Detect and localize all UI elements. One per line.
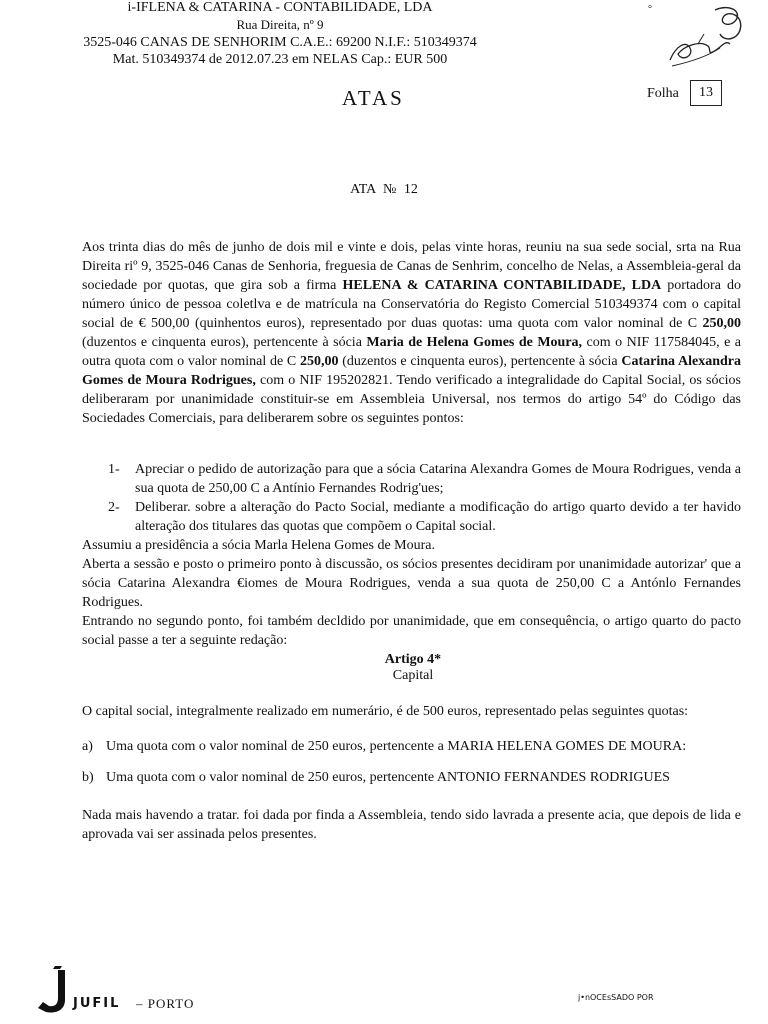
- quota-label: a): [82, 739, 93, 754]
- company-name: i-IFLENA & CATARINA - CONTABILIDADE, LDA: [127, 0, 433, 15]
- quota-text: Uma quota com o valor nominal de 250 euros, pertencente a MARIA HELENA GOMES DE MOURA:: [106, 739, 687, 754]
- signature-icon: [660, 4, 755, 70]
- intro-text: Aos trinta dias do mês de junho de dois mil e vinte e dois, pelas vinte horas, reuniu na sua sede social, srta na Rua Direita riº 9, 3525-046 Canas de Senhoria, freguesia de Canas de Senhrim, concelho de Nelas, a Assembleia-geral da sociedade por quotas, que gira sob a firma: [82, 240, 741, 293]
- agenda-number: 1-: [108, 462, 120, 477]
- company-address: Rua Direita, nº 9: [236, 17, 324, 32]
- intro-text: (duzentos e cinquenta euros), pertencente à sócia: [82, 335, 367, 350]
- quota-label: b): [82, 770, 94, 785]
- agenda-number: 2-: [108, 500, 120, 515]
- intro-paragraph: [82, 238, 741, 428]
- partner-name: Catarina Alexandra Gomes de Moura Rodrigues,: [82, 354, 741, 388]
- corner-mark: °: [648, 4, 652, 15]
- quota-text: Uma quota com o valor nominal de 250 euros, pertencente ANTONIO FERNANDES RODRIGUES: [106, 770, 670, 785]
- agenda-item: [108, 460, 741, 498]
- agenda-item: [108, 498, 741, 536]
- intro-text: com o NIF 117584045, e a outra quota com o valor nominal de C: [82, 335, 741, 369]
- capital-paragraph: O capital social, integralmente realizado em numerário, é de 500 euros, representado pelas seguintes quotas:: [82, 704, 689, 719]
- agenda-text: Deliberar. sobre a alteração do Pacto Social, mediante a modificação do artigo quarto devido a ter havido alteração dos titulares das quotas que compõem o Capital social.: [135, 500, 741, 534]
- quota-value: 250,00: [702, 316, 741, 331]
- intro-text: (duzentos e cinquenta euros), pertencente à sócia: [338, 354, 622, 369]
- folha-label: Folha: [647, 86, 679, 101]
- footer-processed: j•nOCEsSADO POR: [578, 993, 654, 1002]
- company-location: 3525-046 CANAS DE SENHORIM C.A.E.: 69200 N.I.F.: 510349374: [83, 35, 477, 50]
- jufil-logo-icon: [34, 966, 70, 1016]
- quota-item: [82, 769, 741, 786]
- ata-number: ATA № 12: [350, 182, 418, 197]
- agenda-text: Apreciar o pedido de autorização para que a sócia Catarina Alexandra Gomes de Moura Rodrigues, venda a sua quota de 250,00 C a Antínio Fernandes Rodrig'ues;: [135, 462, 741, 496]
- presidencia-paragraph: Assumiu a presidência a sócia Marla Helena Gomes de Moura.: [82, 538, 435, 553]
- closing-paragraph: Nada mais havendo a tratar. foi dada por finda a Assembleia, tendo sido lavrada a presente acia, que depois de lida e aprovada vai ser assinada pelos presentes.: [82, 808, 741, 842]
- company-firm: HELENA & CATARINA CONTABILIDADE, LDA: [342, 278, 662, 293]
- book-title: ATAS: [342, 86, 405, 110]
- article-subtitle: Capital: [392, 668, 434, 683]
- first-point-paragraph: Aberta a sessão e posto o primeiro ponto à discussão, os sócios presentes decidiram por unanimidade autorizar' que a sócia Catarina Alexandra €iomes de Moura Rodrigues, venda a sua quota de 250,00 C a Antónlo Fernandes Rodrigues.: [82, 557, 741, 610]
- intro-text: portadora do número único de pessoa coletlva e de matrícula na Conservatória do Registo Comercial 510349374 com o capital social de € 500,00 (quinhentos euros), representado por duas quotas: uma quota com valor nominal de C: [82, 278, 741, 331]
- quota-item: [82, 738, 741, 755]
- intro-text: com o NIF 195202821. Tendo verificado a integralidade do Capital Social, os sócios deliberaram por unanimidade constituir-se em Assembleia Universal, nos termos do artigo 54º do Código das Sociedades Comerciais, para deliberarem sobre os seguintes pontos:: [82, 373, 741, 426]
- partner-name: Maria de Helena Gomes de Moura,: [366, 335, 583, 350]
- article-title: Artigo 4*: [384, 652, 442, 667]
- footer-brand: JUFIL: [73, 996, 121, 1011]
- quota-value: 250,00: [300, 354, 339, 369]
- footer-city: – PORTO: [136, 996, 195, 1011]
- company-registration: Mat. 510349374 de 2012.07.23 em NELAS Cap.: EUR 500: [112, 52, 448, 67]
- folha-number: 13: [690, 80, 722, 106]
- second-point-paragraph: Entrando no segundo ponto, foi também decldido por unanimidade, que em consequência, o artigo quarto do pacto social passe a ter a seguinte redação:: [82, 614, 741, 648]
